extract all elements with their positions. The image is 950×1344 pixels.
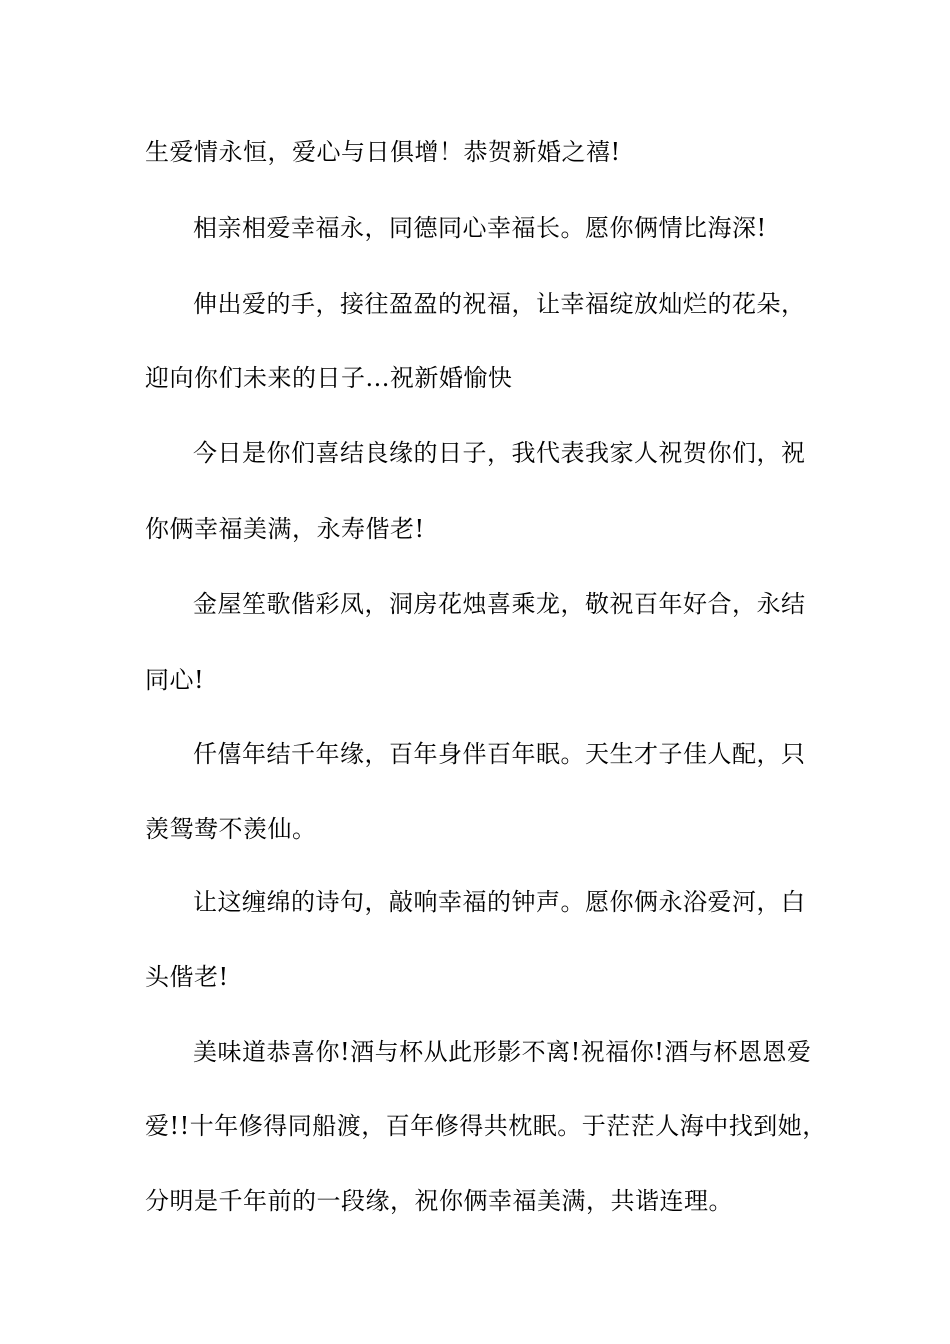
paragraph-start-line: 美味道恭喜你!酒与杯从此形影不离!祝福你!酒与杯恩恩爱: [193, 1038, 812, 1066]
text-line: 分明是千年前的一段缘，祝你俩幸福美满，共谐连理。: [145, 1187, 733, 1215]
paragraph-start-line: 伸出爱的手，接往盈盈的祝福，让幸福绽放灿烂的花朵，: [193, 290, 806, 318]
text-line: 爱!!十年修得同船渡，百年修得共枕眠。于茫茫人海中找到她，: [145, 1112, 827, 1140]
text-line: 羡鸳鸯不羡仙。: [145, 815, 317, 843]
paragraph-start-line: 仟僖年结千年缘，百年身伴百年眠。天生才子佳人配，只: [193, 740, 806, 768]
text-line: 头偕老!: [145, 963, 229, 991]
paragraph-start-line: 相亲相爱幸福永，同德同心幸福长。愿你俩情比海深!: [193, 214, 767, 242]
text-line: 生爱情永恒，爱心与日俱增！恭贺新婚之禧!: [145, 138, 621, 166]
paragraph-start-line: 让这缠绵的诗句，敲响幸福的钟声。愿你俩永浴爱河，白: [193, 888, 806, 916]
paragraph-start-line: 金屋笙歌偕彩凤，洞房花烛喜乘龙，敬祝百年好合，永结: [193, 590, 806, 618]
text-line: 迎向你们未来的日子...祝新婚愉快: [145, 364, 513, 392]
paragraph-start-line: 今日是你们喜结良缘的日子，我代表我家人祝贺你们，祝: [193, 439, 806, 467]
text-line: 你俩幸福美满，永寿偕老!: [145, 515, 425, 543]
text-line: 同心!: [145, 666, 205, 694]
